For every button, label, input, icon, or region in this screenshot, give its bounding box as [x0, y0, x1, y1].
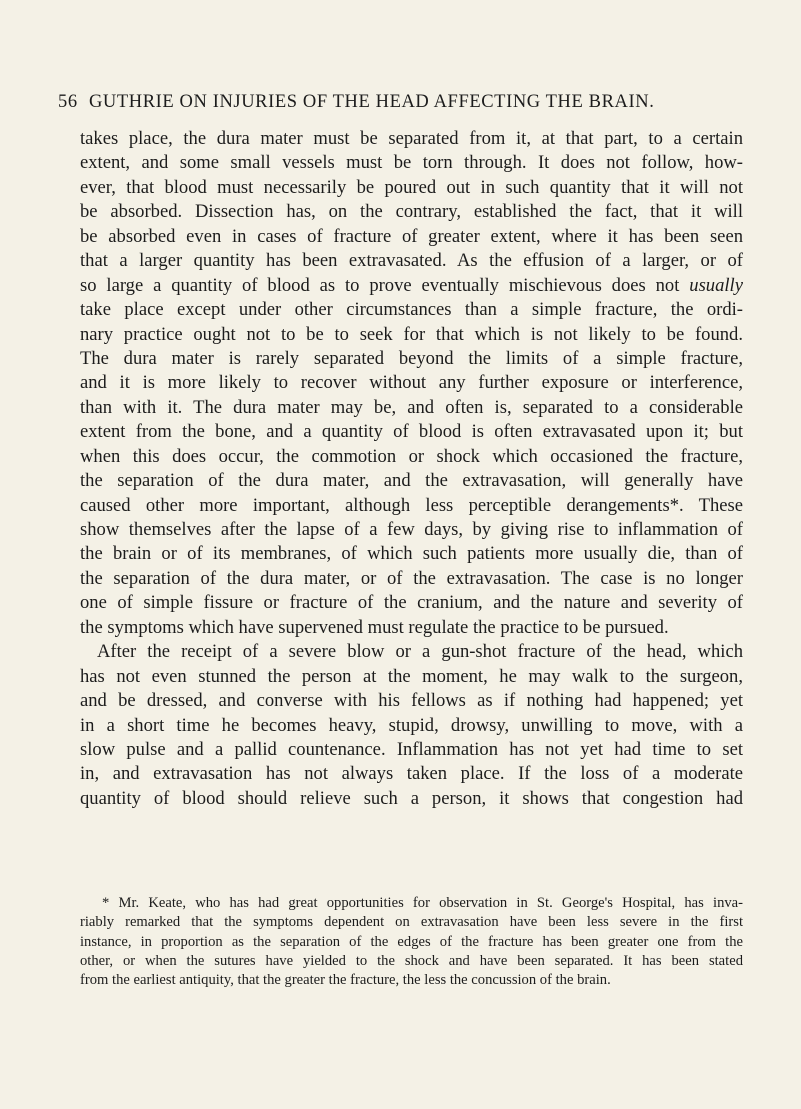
text-line-with-italic: [80, 274, 743, 298]
text-line: be absorbed even in cases of fracture of greater extent, where it has been seen: [80, 225, 743, 247]
text-line: caused other more important, although less perceptible derangements*. These: [80, 494, 743, 516]
text-line: show themselves after the lapse of a few days, by giving rise to inflammation of: [80, 519, 743, 540]
footnote: [80, 894, 743, 990]
footnote-line: from the earliest antiquity, that the greater the fracture, the less the concussion of the brain.: [80, 972, 611, 989]
text-line: be absorbed. Dissection has, on the contrary, established the fact, that it will: [80, 201, 743, 223]
text-line: quantity of blood should relieve such a person, it shows that congestion had: [80, 787, 743, 809]
text-line: nary practice ought not to be to seek for that which is not likely to be found.: [80, 323, 743, 345]
text-line: ever, that blood must necessarily be poured out in such quantity that it will not: [80, 176, 743, 198]
footnote-line: riably remarked that the symptoms dependent on extravasation have been less severe in the first: [80, 914, 743, 931]
footnote-line: * Mr. Keate, who has had great opportunities for observation in St. George's Hospital, has inva-: [102, 895, 743, 911]
footnote-line: other, or when the sutures have yielded to the shock and have been separated. It has been stated: [80, 952, 743, 969]
footnote-line: instance, in proportion as the separation of the edges of the fracture has been greater one from the: [80, 933, 743, 950]
text-line: takes place, the dura mater must be separated from it, at that part, to a certain: [80, 128, 743, 149]
text-line: extent, and some small vessels must be torn through. It does not follow, how-: [80, 152, 743, 174]
paragraph-start-line: After the receipt of a severe blow or a gun-shot fracture of the head, which: [97, 641, 743, 663]
text-line: the symptoms which have supervened must regulate the practice to be pursued.: [80, 616, 669, 638]
text-line: one of simple fissure or fracture of the cranium, and the nature and severity of: [80, 592, 743, 614]
text-line: has not even stunned the person at the moment, he may walk to the surgeon,: [80, 665, 743, 687]
text-line: the brain or of its membranes, of which such patients more usually die, than of: [80, 543, 743, 565]
text-line: in a short time he becomes heavy, stupid, drowsy, unwilling to move, with a: [80, 714, 743, 736]
main-text: [80, 127, 743, 811]
running-title: GUTHRIE ON INJURIES OF THE HEAD AFFECTING THE BRAIN.: [88, 92, 655, 112]
text-line: slow pulse and a pallid countenance. Inflammation has not yet had time to set: [80, 738, 743, 760]
page-number: 56: [58, 92, 78, 112]
text-line: in, and extravasation has not always taken place. If the loss of a moderate: [80, 763, 743, 785]
text-line-segment: so large a quantity of blood as to prove eventually mischievous does not: [80, 274, 680, 296]
running-header: [58, 92, 758, 113]
text-line: than with it. The dura mater may be, and often is, separated to a considerable: [80, 396, 743, 418]
text-line: the separation of the dura mater, and the extravasation, will generally have: [80, 470, 743, 492]
text-line: The dura mater is rarely separated beyond the limits of a simple fracture,: [80, 347, 743, 369]
text-line: that a larger quantity has been extravasated. As the effusion of a larger, or of: [80, 250, 743, 272]
text-line: extent from the bone, and a quantity of blood is often extravasated upon it; but: [80, 421, 743, 443]
italic-word: usually: [689, 274, 743, 296]
text-line: the separation of the dura mater, or of the extravasation. The case is no longer: [80, 567, 743, 589]
text-line: and be dressed, and converse with his fellows as if nothing had happened; yet: [80, 690, 743, 712]
text-line: take place except under other circumstances than a simple fracture, the ordi-: [80, 299, 743, 321]
text-line: when this does occur, the commotion or shock which occasioned the fracture,: [80, 445, 743, 467]
text-line: and it is more likely to recover without any further exposure or interference,: [80, 372, 743, 394]
